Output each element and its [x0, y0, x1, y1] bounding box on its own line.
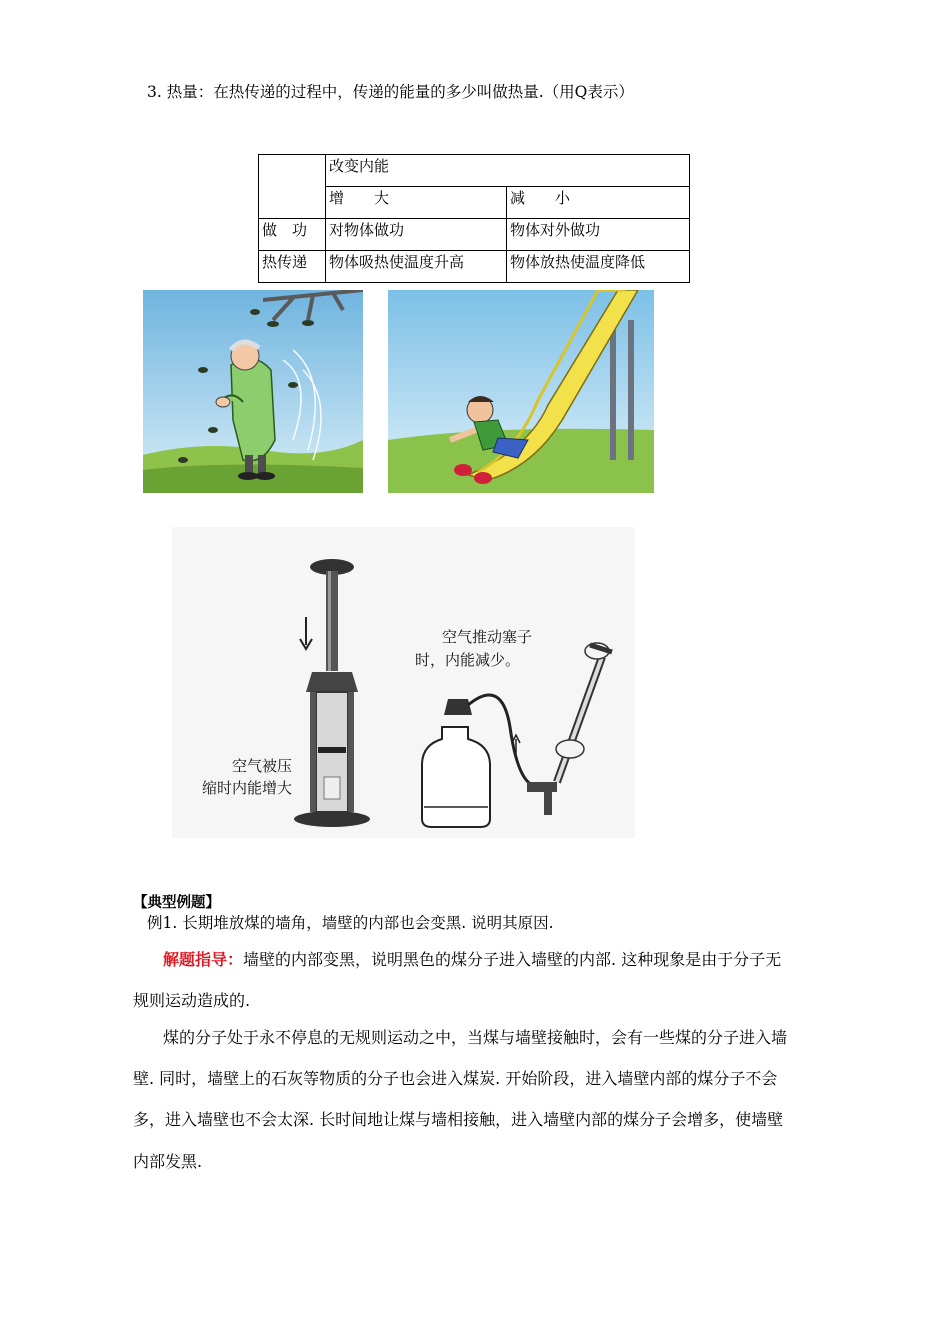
table-row: [259, 251, 690, 283]
left-caption-line1: 空气被压: [232, 757, 293, 775]
example-question: 例1. 长期堆放煤的墙角，墙壁的内部也会变黑. 说明其原因.: [147, 914, 554, 932]
para-line-1: 煤的分子处于永不停息的无规则运动之中，当煤与墙壁接触时，会有一些煤的分子进入墙: [163, 1028, 788, 1047]
guide-paragraph: [163, 952, 781, 968]
heat-definition: 3. 热量：在热传递的过程中，传递的能量的多少叫做热量.（用Q表示）: [147, 83, 634, 101]
slide-illustration: [388, 290, 654, 493]
para-line-4: 内部发黑.: [133, 1152, 203, 1171]
table-header: 改变内能: [326, 155, 690, 187]
row-label: 做 功: [259, 219, 326, 251]
row-increase: 物体吸热使温度升高: [326, 251, 507, 283]
left-caption-line2: 缩时内能增大: [202, 779, 293, 797]
guide-label: 解题指导：: [163, 950, 244, 969]
table-row: [259, 219, 690, 251]
right-caption-line1: 空气推动塞子: [442, 628, 533, 646]
row-decrease: 物体放热使温度降低: [507, 251, 690, 283]
table-header-increase: 增 大: [326, 187, 507, 219]
row-decrease: 物体对外做功: [507, 219, 690, 251]
para-line-3: 多，进入墙壁也不会太深. 长时间地让煤与墙相接触，进入墙壁内部的煤分子会增多，使墙壁: [133, 1110, 784, 1129]
guide-text-cont: 规则运动造成的.: [133, 991, 251, 1010]
internal-energy-table: [258, 154, 690, 283]
row-increase: 对物体做功: [326, 219, 507, 251]
guide-text: 墙壁的内部变黑，说明黑色的煤分子进入墙壁的内部. 这种现象是由于分子无: [243, 950, 782, 969]
table-corner-cell: [259, 155, 326, 219]
air-compression-figure: [172, 527, 635, 838]
table-header-decrease: 减 小: [507, 187, 690, 219]
right-caption-line2: 时，内能减少。: [415, 651, 521, 669]
section-title: 【典型例题】: [133, 895, 220, 911]
para-line-2: 壁. 同时，墙壁上的石灰等物质的分子也会进入煤炭. 开始阶段，进入墙壁内部的煤分子不会: [133, 1069, 778, 1088]
row-label: 热传递: [259, 251, 326, 283]
hand-rubbing-illustration: [143, 290, 363, 493]
